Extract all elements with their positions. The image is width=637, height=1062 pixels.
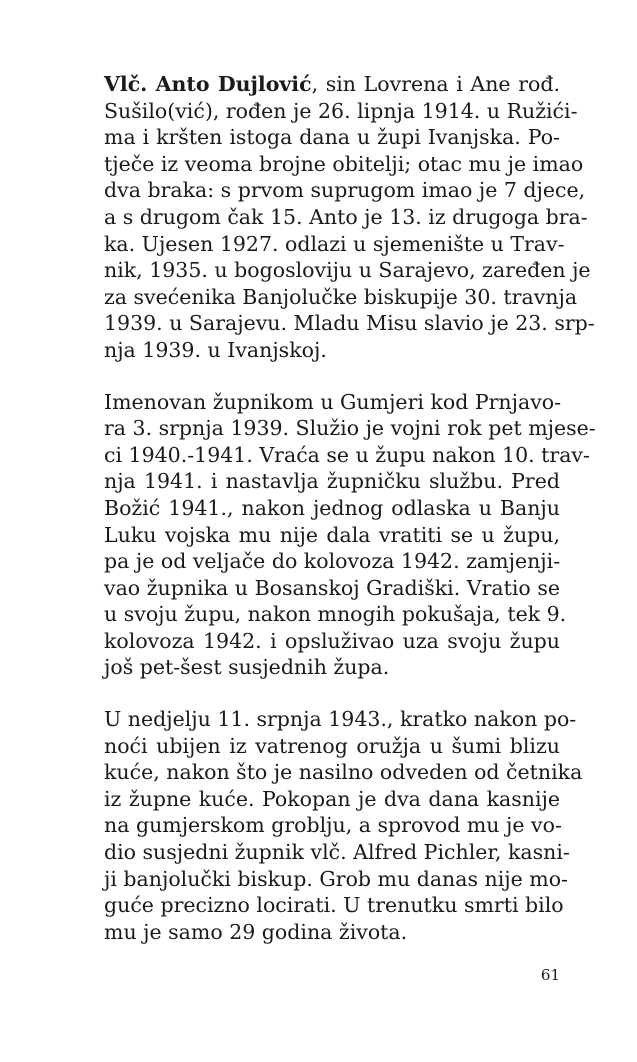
- text-line: ka. Ujesen 1927. odlazi u sjemenište u Trav-: [104, 231, 565, 256]
- text-line: za svećenika Banjolučke biskupije 30. travnja: [104, 284, 578, 309]
- text-line: mu je samo 29 godina života.: [104, 919, 408, 944]
- text-line: ra 3. srpnja 1939. Služio je vojni rok pet mjese-: [104, 416, 596, 441]
- person-name: Vlč. Anto Dujlović: [104, 72, 312, 96]
- text-line: još pet-šest susjednih župa.: [104, 655, 390, 680]
- paragraph-biography-intro: [104, 71, 595, 364]
- text-line: tječe iz veoma brojne obitelji; otac mu je imao: [104, 151, 584, 176]
- text-line: ci 1940.-1941. Vraća se u župu nakon 10. trav-: [104, 442, 590, 467]
- text-line: a s drugom čak 15. Anto je 13. iz drugoga bra-: [104, 204, 588, 229]
- text-line: vao župnika u Bosanskoj Gradiški. Vratio se: [104, 575, 560, 600]
- text-line: ma i kršten istoga dana u župi Ivanjska. Po-: [104, 125, 560, 150]
- paragraph-death: [104, 706, 583, 945]
- text-line: nja 1939. u Ivanjskoj.: [104, 337, 327, 362]
- text-line: noći ubijen iz vatrenog oružja u šumi blizu: [104, 733, 560, 758]
- text-line: Božić 1941., nakon jednog odlaska u Banju: [104, 495, 560, 520]
- text-line: kolovoza 1942. i opsluživao uza svoju župu: [104, 628, 560, 653]
- text-line: kuće, nakon što je nasilno odveden od četnika: [104, 760, 583, 785]
- text-line: Imenovan župnikom u Gumjeri kod Prnjavo-: [104, 389, 562, 414]
- text-line: dva braka: s prvom suprugom imao je 7 djece,: [104, 178, 586, 203]
- text-line-rest: , sin Lovrena i Ane rođ.: [311, 72, 561, 96]
- text-line: ji banjolučki biskup. Grob mu danas nije mo-: [104, 866, 568, 891]
- text-line: na gumjerskom groblju, a sprovod mu je vo-: [104, 813, 562, 838]
- text-line: Luku vojska mu nije dala vratiti se u župu,: [104, 522, 560, 547]
- text-line: guće precizno locirati. U trenutku smrti bilo: [104, 893, 564, 918]
- text-line: pa je od veljače do kolovoza 1942. zamjenji-: [104, 549, 561, 574]
- page-number: 61: [540, 966, 560, 984]
- text-line: Sušilo(vić), rođen je 26. lipnja 1914. u Ružići-: [104, 98, 578, 123]
- text-line: dio susjedni župnik vlč. Alfred Pichler, kasni-: [104, 840, 570, 865]
- text-line: U nedjelju 11. srpnja 1943., kratko nakon po-: [104, 707, 577, 732]
- text-line: 1939. u Sarajevu. Mladu Misu slavio je 23. srp-: [104, 311, 595, 336]
- page-body: [104, 71, 596, 970]
- text-line: [104, 71, 560, 98]
- paragraph-parish-service: [104, 389, 596, 682]
- text-line: nik, 1935. u bogosloviju u Sarajevo, zaređen je: [104, 258, 591, 283]
- text-line: u svoju župu, nakon mnogih pokušaja, tek 9.: [104, 602, 567, 627]
- text-line: iz župne kuće. Pokopan je dva dana kasnije: [104, 786, 560, 811]
- text-line: nja 1941. i nastavlja župničku službu. Pred: [104, 469, 560, 494]
